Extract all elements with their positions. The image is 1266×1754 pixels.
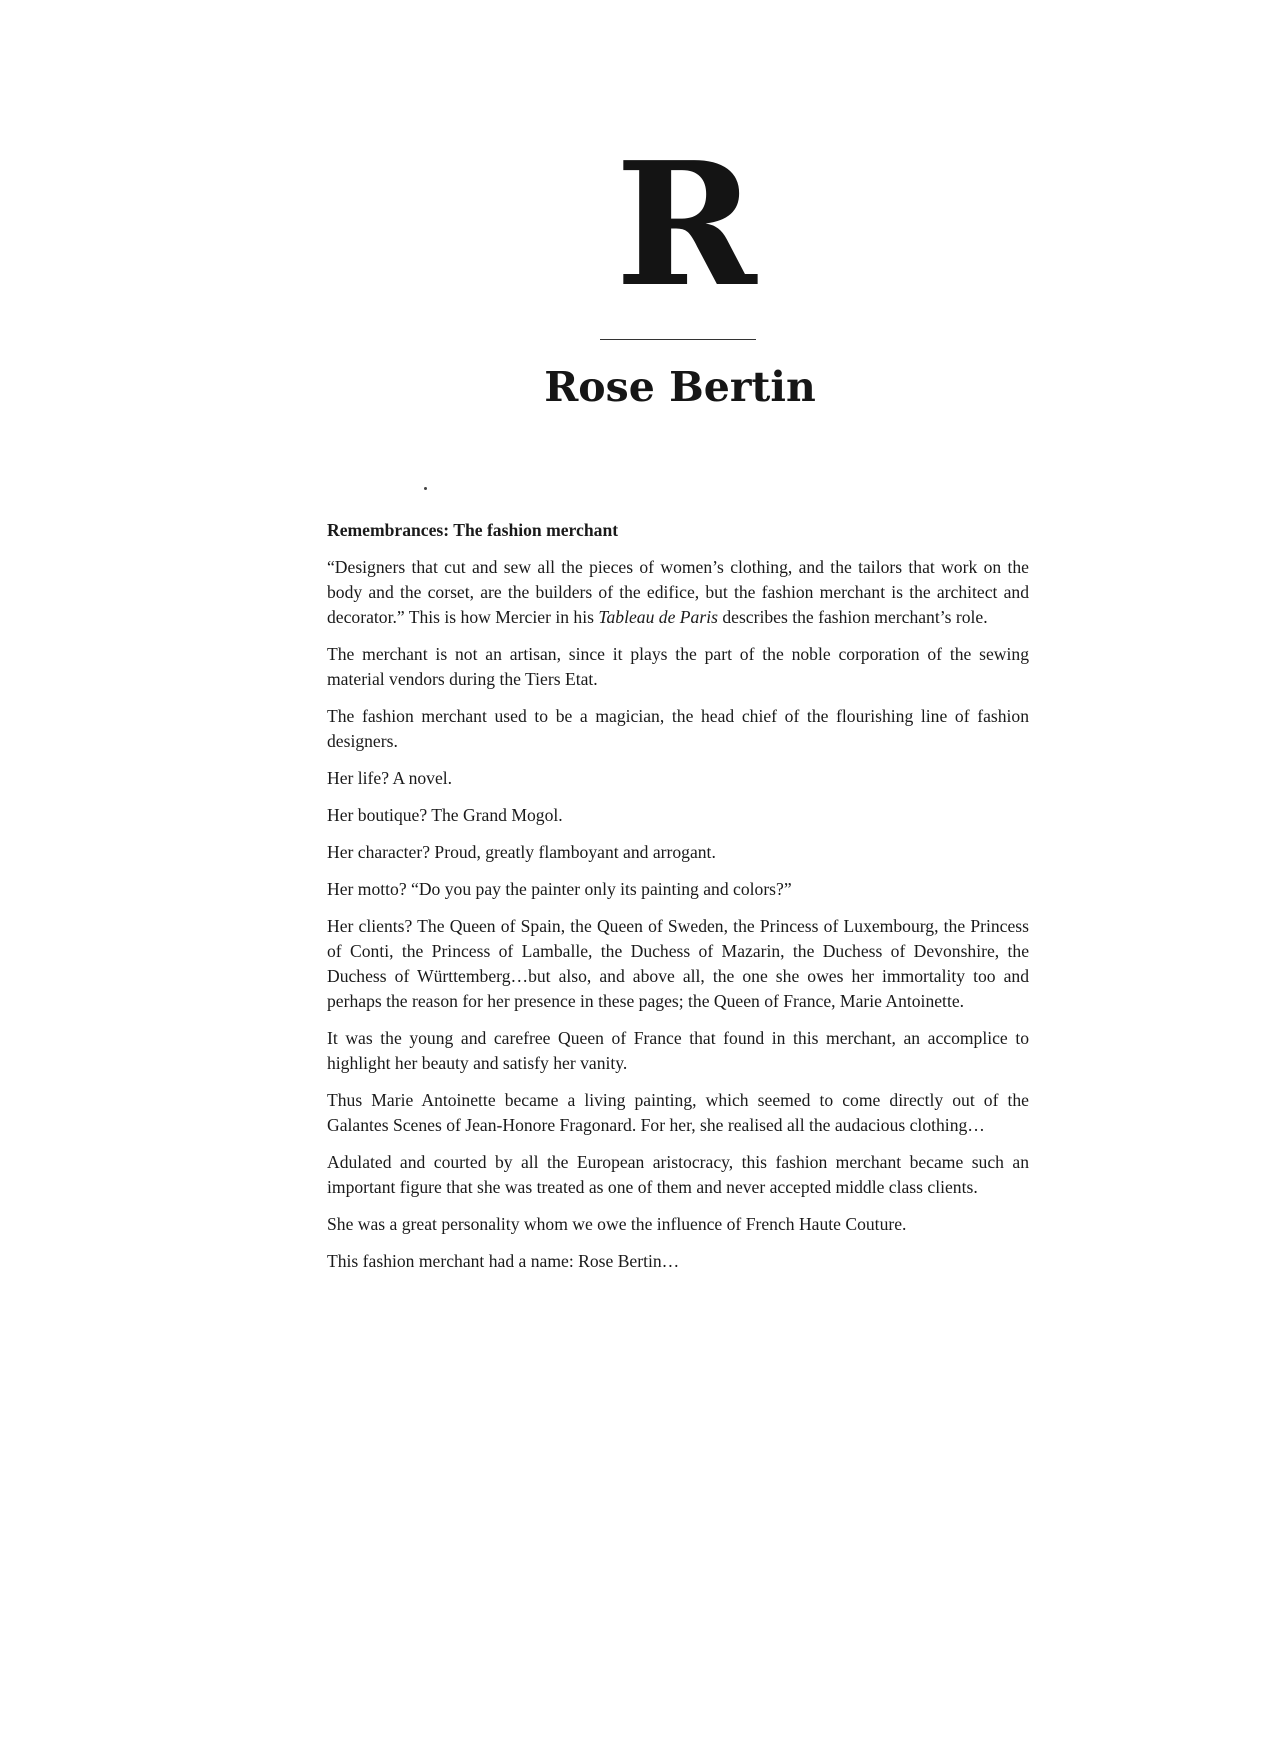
paragraph: The fashion merchant used to be a magician, the head chief of the flourishing line of fashion designers. bbox=[327, 706, 1029, 751]
paragraph-quote bbox=[327, 555, 1029, 630]
page-title: Rose Bertin bbox=[544, 363, 816, 411]
paragraph: Her motto? “Do you pay the painter only its painting and colors?” bbox=[327, 879, 792, 899]
paragraph: Her clients? The Queen of Spain, the Queen of Sweden, the Princess of Luxembourg, the Princess of Conti, the Princess of Lamballe, the Duchess of Mazarin, the Duchess of Devonshire, the Duchess of Württemberg…but also, and above all, the one she owes her immortality too and perhaps the reason for her presence in these pages; the Queen of France, Marie Antoinette. bbox=[327, 916, 1029, 1011]
section-heading: Remembrances: The fashion merchant bbox=[327, 520, 619, 540]
scan-speck bbox=[424, 487, 427, 490]
chapter-letter: R bbox=[615, 125, 755, 325]
paragraph: Her life? A novel. bbox=[327, 768, 453, 788]
paragraph-text: “Designers that cut and sew all the pieces of women’s clothing, and the tailors that work on the body and the corset, are the builders of the edifice, but the fashion merchant is the architect and decorator.” This is how Mercier in his bbox=[327, 557, 1029, 627]
book-title: Tableau de Paris bbox=[598, 607, 718, 627]
paragraph: It was the young and carefree Queen of France that found in this merchant, an accomplice to highlight her beauty and satisfy her vanity. bbox=[327, 1028, 1029, 1073]
paragraph: Thus Marie Antoinette became a living painting, which seemed to come directly out of the Galantes Scenes of Jean-Honore Fragonard. For her, she realised all the audacious clothing… bbox=[327, 1090, 1029, 1135]
paragraph: The merchant is not an artisan, since it plays the part of the noble corporation of the sewing material vendors during the Tiers Etat. bbox=[327, 644, 1029, 689]
paragraph: Her character? Proud, greatly flamboyant and arrogant. bbox=[327, 842, 716, 862]
article-body bbox=[327, 518, 1029, 1286]
paragraph: She was a great personality whom we owe the influence of French Haute Couture. bbox=[327, 1214, 907, 1234]
title-divider bbox=[600, 339, 756, 340]
paragraph: This fashion merchant had a name: Rose Bertin… bbox=[327, 1251, 680, 1271]
paragraph-text: describes the fashion merchant’s role. bbox=[717, 607, 988, 627]
paragraph: Her boutique? The Grand Mogol. bbox=[327, 805, 563, 825]
paragraph: Adulated and courted by all the European aristocracy, this fashion merchant became such an important figure that she was treated as one of them and never accepted middle class clients. bbox=[327, 1152, 1029, 1197]
